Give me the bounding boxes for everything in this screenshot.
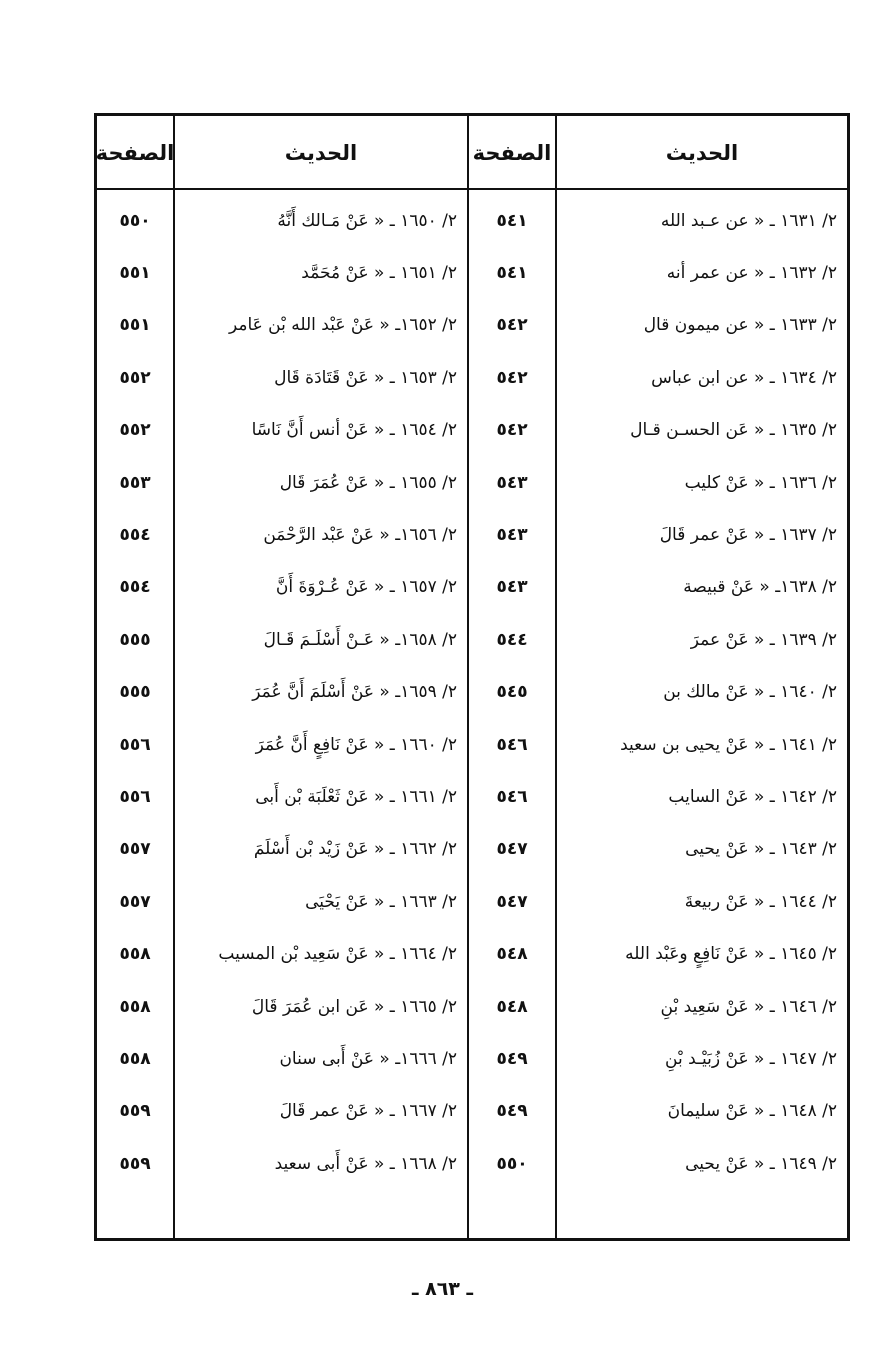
- right-hadith-entry: ٢/ ١٦٤٣ ـ « عَنْ يحيى: [685, 839, 837, 860]
- right-hadith-entry: ٢/ ١٦٤٢ ـ « عَنْ السايب: [668, 786, 837, 807]
- left-page-number: ٥٥٨: [119, 996, 151, 1017]
- right-page-number: ٥٤٩: [496, 1048, 528, 1069]
- left-hadith-entry: ٢/ ١٦٥٣ ـ « عَنْ قَتَادَة قَال: [274, 367, 457, 388]
- left-hadith-entry: ٢/ ١٦٦٤ ـ « عَنْ سَعِيد بْن المسيب: [218, 944, 457, 965]
- right-hadith-entry: ٢/ ١٦٤١ ـ « عَنْ يحيى بن سعيد: [620, 734, 837, 755]
- right-page-number: ٥٤٨: [496, 944, 528, 965]
- header-right-page: الصفحة: [472, 141, 552, 165]
- left-hadith-entry: ٢/ ١٦٦٦ـ « عَنْ أَبى سنان: [279, 1048, 457, 1069]
- right-page-number: ٥٤٩: [496, 1101, 528, 1122]
- left-hadith-entry: ٢/ ١٦٥١ ـ « عَنْ مُحَمَّد: [301, 262, 457, 283]
- left-page-number: ٥٥٤: [119, 524, 151, 545]
- table-row: [97, 666, 847, 719]
- left-hadith-entry: ٢/ ١٦٦٨ ـ « عَنْ أَبى سعيد: [274, 1153, 457, 1174]
- right-page-number: ٥٤٦: [496, 734, 528, 755]
- left-page-number: ٥٥٧: [119, 891, 151, 912]
- right-hadith-entry: ٢/ ١٦٤٩ ـ « عَنْ يحيى: [685, 1153, 837, 1174]
- right-page-number: ٥٤٢: [496, 367, 528, 388]
- right-page-number: ٥٤٤: [496, 629, 528, 650]
- table-row: [97, 194, 847, 247]
- left-hadith-entry: ٢/ ١٦٥٥ ـ « عَنْ عُمَرَ قَال: [279, 472, 457, 493]
- table-row: [97, 1032, 847, 1085]
- left-page-number: ٥٥٦: [119, 734, 151, 755]
- right-page-number: ٥٤٣: [496, 577, 528, 598]
- left-hadith-entry: ٢/ ١٦٦٧ ـ « عَنْ عمر قَالَ: [279, 1101, 457, 1122]
- header-left-hadith: الحديث: [284, 141, 358, 165]
- table-row: [97, 1085, 847, 1138]
- right-hadith-entry: ٢/ ١٦٣٥ ـ « عَن الحسـن قـال: [630, 420, 837, 441]
- right-page-number: ٥٤٥: [496, 682, 528, 703]
- table-row: [97, 456, 847, 509]
- table-row: [97, 718, 847, 771]
- left-page-number: ٥٥٨: [119, 944, 151, 965]
- right-page-number: ٥٤٢: [496, 420, 528, 441]
- left-page-number: ٥٥١: [119, 262, 151, 283]
- right-page-number: ٥٤١: [496, 210, 528, 231]
- table-row: [97, 561, 847, 614]
- right-hadith-entry: ٢/ ١٦٣٤ ـ « عن ابن عباس: [651, 367, 837, 388]
- left-hadith-entry: ٢/ ١٦٥٤ ـ « عَنْ أنس أَنَّ نَاسًا: [251, 420, 457, 441]
- table-row: [97, 1137, 847, 1190]
- table-row: [97, 246, 847, 299]
- right-page-number: ٥٤٦: [496, 786, 528, 807]
- page-number: ـ ٨٦٣ ـ: [411, 1278, 473, 1300]
- left-page-number: ٥٥٩: [119, 1101, 151, 1122]
- right-page-number: ٥٥٠: [496, 1153, 528, 1174]
- table-row: [97, 351, 847, 404]
- right-hadith-entry: ٢/ ١٦٤٧ ـ « عَنْ زُبَيْـد بْنِ: [665, 1048, 837, 1069]
- left-page-number: ٥٥٥: [119, 629, 151, 650]
- left-hadith-entry: ٢/ ١٦٥٧ ـ « عَنْ عُـرْوَةَ أَنَّ: [275, 577, 457, 598]
- right-page-number: ٥٤٣: [496, 472, 528, 493]
- left-page-number: ٥٥٤: [119, 577, 151, 598]
- left-hadith-entry: ٢/ ١٦٥٨ـ « عَـنْ أَسْلَـمَ قَـالَ: [263, 629, 457, 650]
- left-hadith-entry: ٢/ ١٦٥٠ ـ « عَنْ مَـالك أَنَّهُ: [277, 210, 457, 231]
- right-hadith-entry: ٢/ ١٦٤٠ ـ « عَنْ مالك بن: [663, 682, 837, 703]
- left-page-number: ٥٥٨: [119, 1048, 151, 1069]
- left-hadith-entry: ٢/ ١٦٥٢ـ « عَنْ عَبْد الله بْن عَامر: [228, 315, 457, 336]
- left-page-number: ٥٥٣: [119, 472, 151, 493]
- table-row: [97, 928, 847, 981]
- right-hadith-entry: ٢/ ١٦٣٩ ـ « عَنْ عمرَ: [690, 629, 837, 650]
- left-hadith-entry: ٢/ ١٦٦٣ ـ « عَنْ يَحْيَى: [305, 891, 457, 912]
- table-row: [97, 823, 847, 876]
- right-hadith-entry: ٢/ ١٦٣٧ ـ « عَنْ عمر قَالَ: [659, 524, 837, 545]
- right-hadith-entry: ٢/ ١٦٤٤ ـ « عَنْ ربيعةَ: [684, 891, 837, 912]
- left-page-number: ٥٥٢: [119, 367, 151, 388]
- left-hadith-entry: ٢/ ١٦٦٢ ـ « عَنْ زَيْد بْن أَسْلَمَ: [253, 839, 457, 860]
- header-right-hadith: الحديث: [665, 141, 739, 165]
- left-hadith-entry: ٢/ ١٦٦٥ ـ « عَن ابن عُمَرَ قَالَ: [251, 996, 457, 1017]
- table-row: [97, 770, 847, 823]
- right-hadith-entry: ٢/ ١٦٤٨ ـ « عَنْ سليمانَ: [667, 1101, 837, 1122]
- right-hadith-entry: ٢/ ١٦٤٦ ـ « عَنْ سَعِيد بْنِ: [660, 996, 837, 1017]
- table-row: [97, 875, 847, 928]
- table-row: [97, 508, 847, 561]
- right-page-number: ٥٤١: [496, 262, 528, 283]
- right-page-number: ٥٤٧: [496, 839, 528, 860]
- right-hadith-entry: ٢/ ١٦٤٥ ـ « عَنْ نَافِعٍ وعَبْد الله: [625, 944, 837, 965]
- table-row: [97, 404, 847, 457]
- right-hadith-entry: ٢/ ١٦٣٢ ـ « عن عمر أنه: [666, 262, 837, 283]
- left-page-number: ٥٥٩: [119, 1153, 151, 1174]
- table-row: [97, 299, 847, 352]
- left-page-number: ٥٥٢: [119, 420, 151, 441]
- table-row: [97, 613, 847, 666]
- left-hadith-entry: ٢/ ١٦٦١ ـ « عَنْ ثَعْلَبَة بْن أَبى: [255, 786, 457, 807]
- left-hadith-entry: ٢/ ١٦٦٠ ـ « عَنْ نَافِعٍ أَنَّ عُمَرَ: [255, 734, 457, 755]
- right-hadith-entry: ٢/ ١٦٣٣ ـ « عن ميمون قال: [643, 315, 837, 336]
- table-row: [97, 980, 847, 1033]
- right-page-number: ٥٤٣: [496, 524, 528, 545]
- left-page-number: ٥٥٦: [119, 786, 151, 807]
- right-hadith-entry: ٢/ ١٦٣٨ـ « عَنْ قبيصة: [683, 577, 837, 598]
- right-hadith-entry: ٢/ ١٦٣١ ـ « عن عـبد الله: [660, 210, 837, 231]
- left-page-number: ٥٥٧: [119, 839, 151, 860]
- left-page-number: ٥٥٥: [119, 682, 151, 703]
- right-page-number: ٥٤٧: [496, 891, 528, 912]
- left-page-number: ٥٥١: [119, 315, 151, 336]
- right-page-number: ٥٤٢: [496, 315, 528, 336]
- left-hadith-entry: ٢/ ١٦٥٦ـ « عَنْ عَبْد الرَّحْمَن: [263, 524, 457, 545]
- left-hadith-entry: ٢/ ١٦٥٩ـ « عَنْ أَسْلَمَ أَنَّ عُمَرَ: [252, 682, 457, 703]
- right-page-number: ٥٤٨: [496, 996, 528, 1017]
- left-page-number: ٥٥٠: [119, 210, 151, 231]
- hadith-index-table: [94, 113, 850, 1241]
- header-left-page: الصفحة: [95, 141, 175, 165]
- right-hadith-entry: ٢/ ١٦٣٦ ـ « عَنْ كليب: [684, 472, 837, 493]
